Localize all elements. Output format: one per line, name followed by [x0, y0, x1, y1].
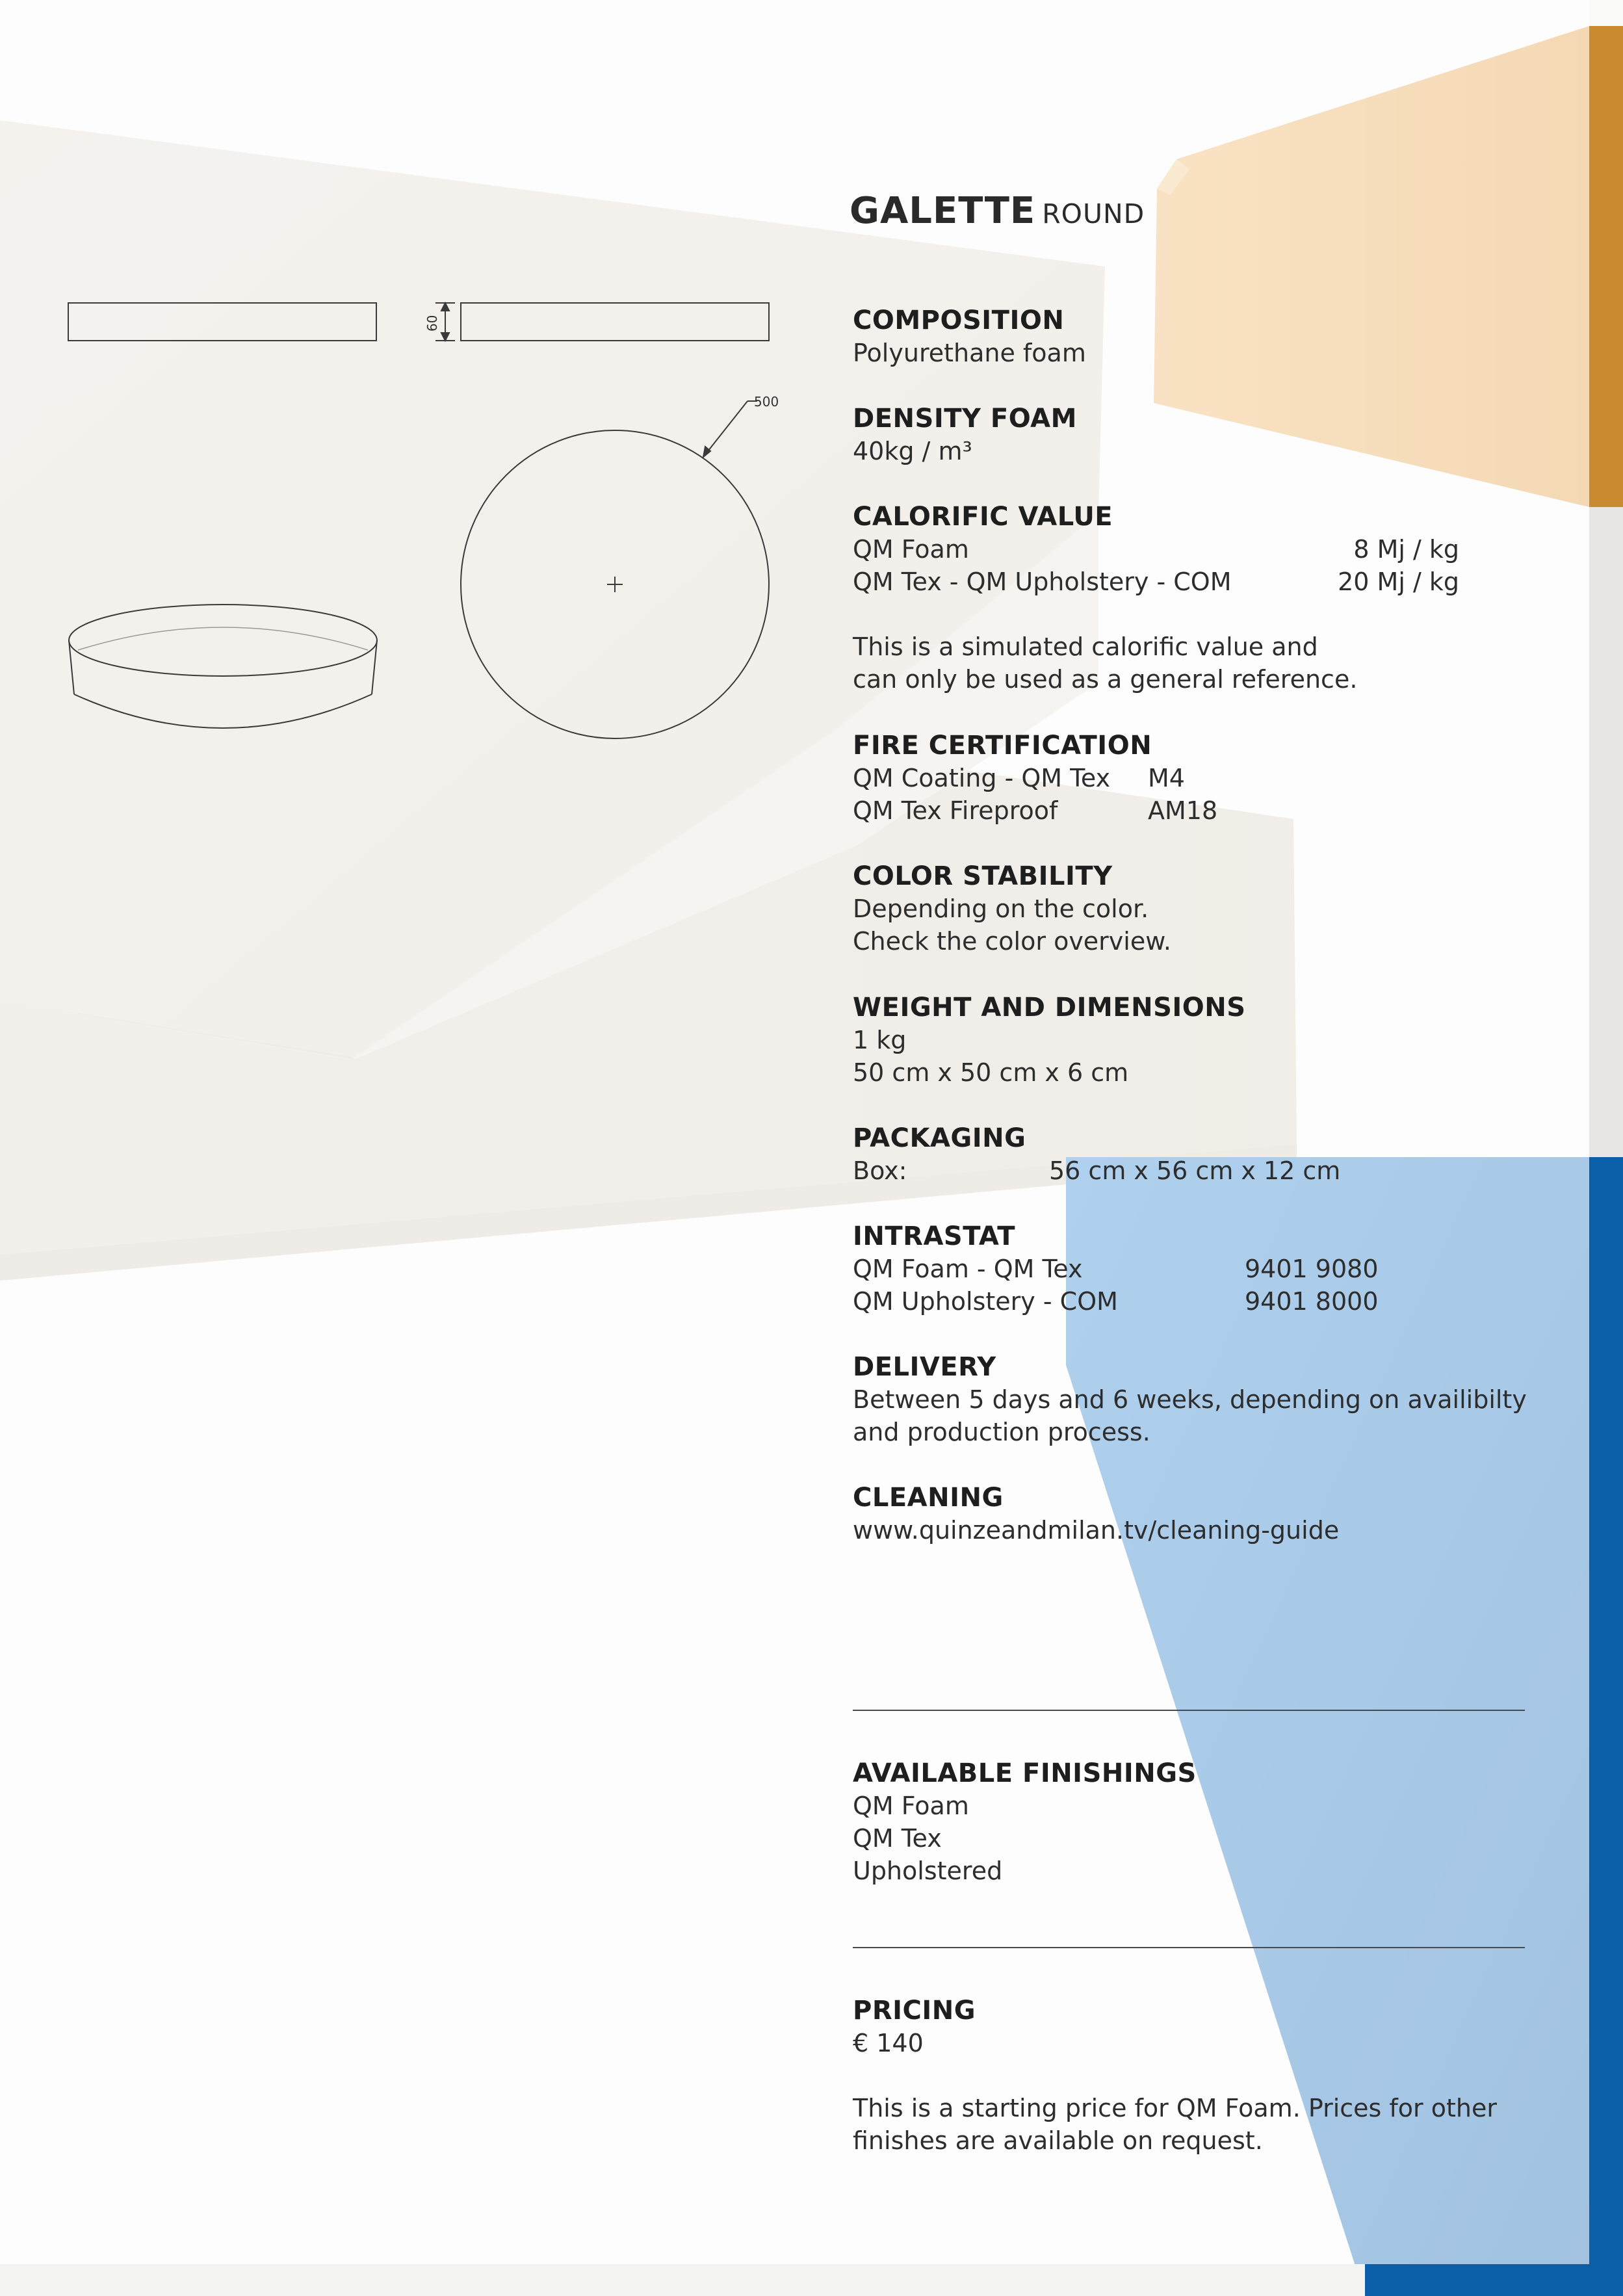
- product-variant: ROUND: [1042, 198, 1145, 229]
- delivery-line: Between 5 days and 6 weeks, depending on availibilty: [853, 1385, 1527, 1414]
- intrastat-heading: INTRASTAT: [853, 1221, 1016, 1251]
- cleaning-heading: CLEANING: [853, 1483, 1004, 1513]
- fire-row-label: QM Coating - QM Tex: [853, 764, 1111, 792]
- page-title: [850, 189, 1145, 237]
- side-view-right: [461, 303, 769, 341]
- fire-row-label: QM Tex Fireproof: [853, 796, 1058, 825]
- pricing-heading: PRICING: [853, 1996, 976, 2026]
- calorific-row-label: QM Foam: [853, 535, 969, 564]
- composition-heading: COMPOSITION: [853, 306, 1065, 335]
- calorific-row-label: QM Tex - QM Upholstery - COM: [853, 567, 1232, 596]
- finishings-heading: AVAILABLE FINISHINGS: [853, 1758, 1197, 1788]
- calorific-row-value: 20 Mj / kg: [1338, 567, 1459, 596]
- dimensions-value: 50 cm x 50 cm x 6 cm: [853, 1058, 1129, 1087]
- density-value: 40kg / m³: [853, 437, 972, 465]
- weight-dimensions-heading: WEIGHT AND DIMENSIONS: [853, 993, 1246, 1023]
- finishing-item: QM Tex: [853, 1824, 942, 1853]
- calorific-note: can only be used as a general reference.: [853, 665, 1358, 694]
- delivery-heading: DELIVERY: [853, 1352, 996, 1382]
- intrastat-row-value: 9401 9080: [1245, 1255, 1379, 1283]
- intrastat-row-value: 9401 8000: [1245, 1287, 1379, 1316]
- height-dimension-label: 60: [424, 315, 440, 332]
- weight-value: 1 kg: [853, 1026, 907, 1054]
- density-heading: DENSITY FOAM: [853, 404, 1077, 434]
- diameter-dimension-label: 500: [754, 394, 779, 410]
- fire-certification-heading: FIRE CERTIFICATION: [853, 731, 1152, 761]
- intrastat-row-label: QM Upholstery - COM: [853, 1287, 1118, 1316]
- pricing-note: finishes are available on request.: [853, 2126, 1263, 2155]
- calorific-note: This is a simulated calorific value and: [853, 633, 1318, 661]
- composition-value: Polyurethane foam: [853, 339, 1086, 367]
- finishing-item: Upholstered: [853, 1857, 1003, 1885]
- side-view-left: [68, 303, 376, 341]
- color-stability-heading: COLOR STABILITY: [853, 861, 1113, 891]
- packaging-value: 56 cm x 56 cm x 12 cm: [1049, 1156, 1341, 1185]
- price-value: € 140: [853, 2029, 924, 2057]
- packaging-heading: PACKAGING: [853, 1123, 1026, 1153]
- color-stability-line: Check the color overview.: [853, 927, 1171, 956]
- product-name: GALETTE: [850, 190, 1036, 232]
- divider: [853, 1947, 1525, 1948]
- divider: [853, 1710, 1525, 1711]
- pricing-note: This is a starting price for QM Foam. Prices for other: [853, 2094, 1497, 2122]
- color-stability-line: Depending on the color.: [853, 894, 1149, 923]
- fire-row-value: AM18: [1148, 796, 1218, 825]
- intrastat-row-label: QM Foam - QM Tex: [853, 1255, 1083, 1283]
- cleaning-guide-link[interactable]: www.quinzeandmilan.tv/cleaning-guide: [853, 1516, 1340, 1545]
- calorific-row-value: 8 Mj / kg: [1353, 535, 1459, 564]
- delivery-line: and production process.: [853, 1418, 1150, 1446]
- calorific-heading: CALORIFIC VALUE: [853, 502, 1113, 532]
- fire-row-value: M4: [1148, 764, 1185, 792]
- packaging-label: Box:: [853, 1156, 907, 1185]
- finishing-item: QM Foam: [853, 1792, 969, 1820]
